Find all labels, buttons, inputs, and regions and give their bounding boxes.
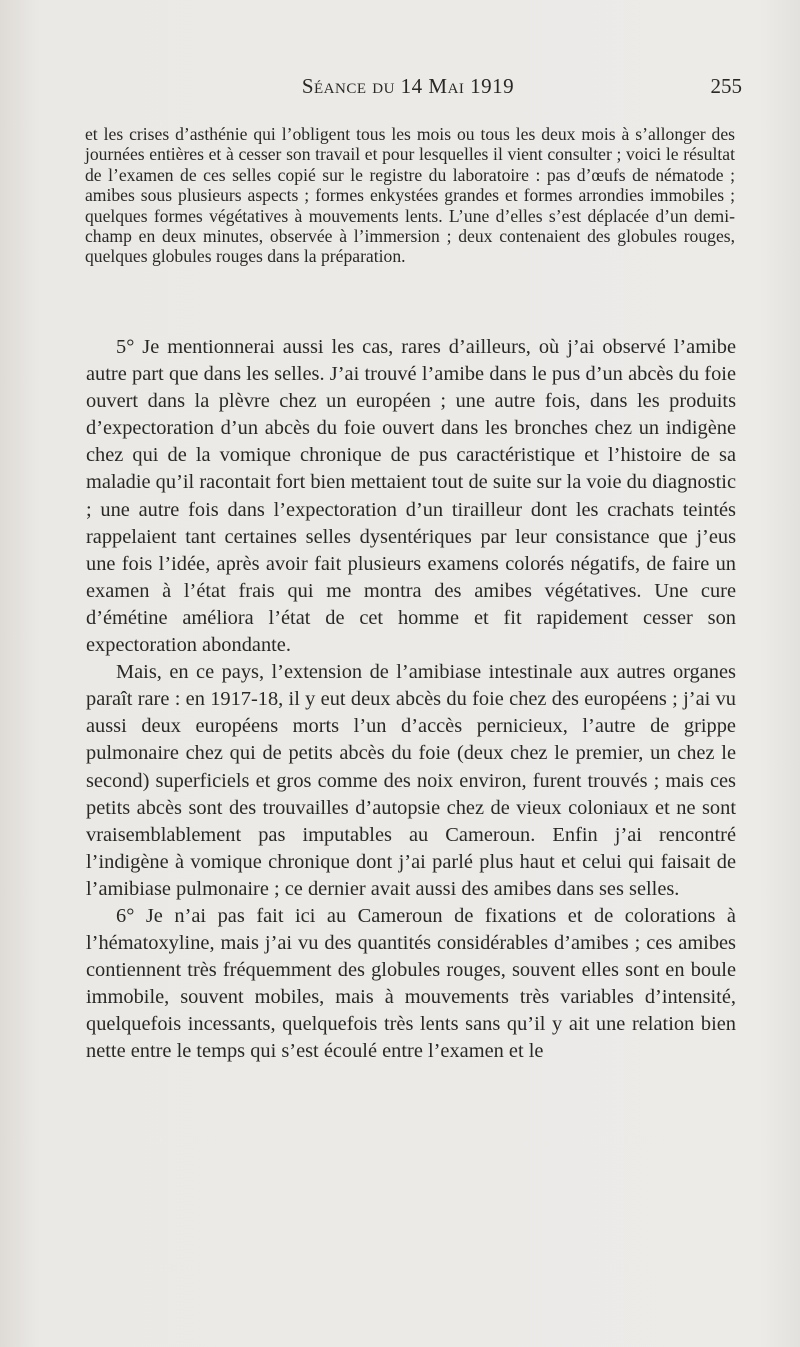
continued-text-block <box>85 124 735 267</box>
paragraph-6: 6° Je n’ai pas fait ici au Cameroun de fixations et de colorations à l’hématoxyline, mais j’ai vu des quantités considérables d’amibes ; ces amibes contiennent très fréquemment des globules rouges, souvent elles sont en boule immobile, souvent mobiles, mais à mouvements très variables d’intensité, quelquefois incessants, quelquefois très lents sans qu’il y ait une relation bien nette entre le temps qui s’est écoulé entre l’examen et le <box>86 904 736 1063</box>
paragraph-5: 5° Je mentionnerai aussi les cas, rares d’ailleurs, où j’ai observé l’amibe autre part que dans les selles. J’ai trouvé l’amibe dans le pus d’un abcès du foie ouvert dans la plèvre chez un européen ; une autre fois, dans les produits d’expectoration d’un abcès du foie ouvert dans les bronches chez un indigène chez qui de la vomique chronique de pus caractéristique et l’histoire de sa maladie qu’il racontait fort bien mettaient tout de suite sur la voie du diagnostic ; une autre fois dans l’expectoration d’un tirailleur dont les crachats teintés rappelaient tant certaines selles dysentériques par leur consistance que j’eus une fois l’idée, après avoir fait plusieurs examens colorés négatifs, de faire un examen à l’état frais qui me montra des amibes végétatives. Une cure d’émétine améliora l’état de cet homme et fit rapidement cesser son expectoration abondante. <box>86 336 736 657</box>
running-head: Séance du 14 Mai 1919 <box>301 74 515 98</box>
continued-paragraph: et les crises d’asthénie qui l’obligent tous les mois ou tous les deux mois à s’allonger des journées entières et à cesser son travail et pour lesquelles il vient consulter ; voici le résultat de l’examen de ces selles copié sur le registre du laboratoire : pas d’œufs de nématode ; amibes sous plusieurs aspects ; formes enkystées grandes et formes arrondies immobiles ; quelques formes végétatives à mouvements lents. L’une d’elles s’est déplacée d’un demi-champ en deux minutes, observée à l’immersion ; deux contenaient des globules rouges, quelques globules rouges dans la préparation. <box>85 124 735 267</box>
paragraph-extension: Mais, en ce pays, l’extension de l’amibiase intestinale aux autres organes paraît rare : en 1917-18, il y eut deux abcès du foie chez des européens ; j’ai vu aussi deux européens morts l’un d’accès pernicieux, l’autre de grippe pulmonaire chez qui de petits abcès du foie (deux chez le premier, un chez le second) superficiels et gros comme des noix environ, furent trouvés ; mais ces petits abcès sont des trouvailles d’autopsie chez de vieux coloniaux et ne sont vraisemblablement pas imputables au Cameroun. Enfin j’ai rencontré l’indigène à vomique chronique dont j’ai parlé plus haut et celui qui faisait de l’amibiase pulmonaire ; ce dernier avait aussi des amibes dans ses selles. <box>86 661 736 900</box>
main-text-block <box>86 334 736 1066</box>
page-number: 255 <box>710 74 742 98</box>
page-header <box>80 74 742 104</box>
